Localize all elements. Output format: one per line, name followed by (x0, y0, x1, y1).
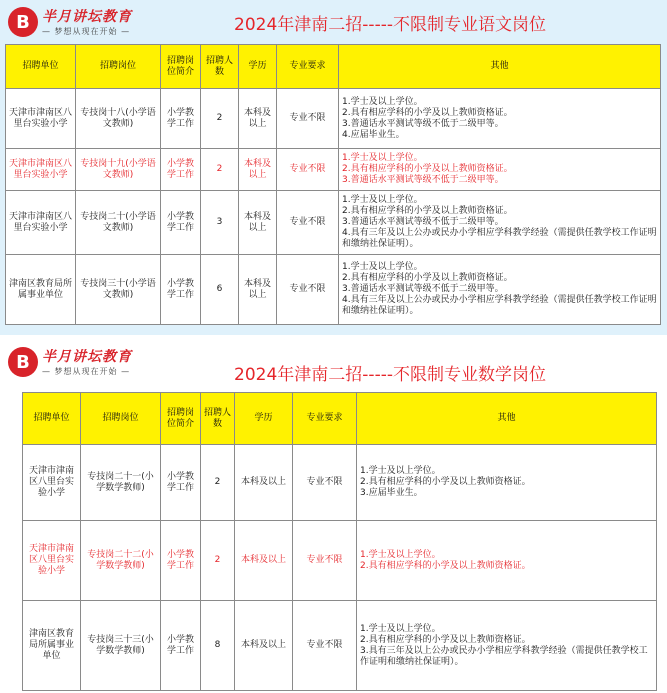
math-positions-table (22, 392, 657, 691)
cell-other (339, 191, 661, 255)
cell-major: 专业不限 (277, 149, 339, 191)
table-header-row (23, 393, 657, 445)
requirement-line: 1.学士及以上学位。 (360, 623, 441, 634)
cell-count: 2 (201, 89, 239, 149)
requirement-line: 3.具有三年及以上公办或民办小学相应学科教学经验（需提供任教学校工作证明和缴纳社保证明）。 (360, 645, 648, 667)
cell-count: 2 (201, 445, 235, 521)
cell-position: 专技岗三十三(小学数学教师) (81, 601, 161, 691)
page-title: 2024年津南二招-----不限制专业数学岗位 (234, 365, 546, 385)
table-row-highlighted (23, 521, 657, 601)
header-intro: 招聘岗位简介 (161, 45, 201, 89)
header-major: 专业要求 (293, 393, 357, 445)
table-header-row (6, 45, 661, 89)
cell-major: 专业不限 (293, 521, 357, 601)
cell-education: 本科及以上 (239, 149, 277, 191)
table-row (23, 445, 657, 521)
requirement-line: 4.具有三年及以上公办或民办小学相应学科教学经验（需提供任教学校工作证明和缴纳社保证明）。 (342, 228, 657, 249)
requirement-line: 2.具有相应学科的小学及以上教师资格证。 (342, 273, 513, 283)
requirement-line: 2.具有相应学科的小学及以上教师资格证。 (342, 164, 513, 174)
requirement-line: 2.具有相应学科的小学及以上教师资格证。 (342, 206, 513, 216)
header-position: 招聘岗位 (81, 393, 161, 445)
cell-other (357, 601, 657, 691)
table-row (23, 601, 657, 691)
cell-count: 3 (201, 191, 239, 255)
math-section (0, 340, 667, 693)
cell-unit: 津南区教育局所属事业单位 (23, 601, 81, 691)
cell-unit: 天津市津南区八里台实验小学 (6, 191, 76, 255)
logo-mark-icon: B (8, 347, 38, 377)
requirement-line: 1.学士及以上学位。 (342, 262, 423, 272)
cell-major: 专业不限 (293, 601, 357, 691)
header-education: 学历 (239, 45, 277, 89)
cell-education: 本科及以上 (235, 445, 293, 521)
cell-position: 专技岗二十(小学语文教师) (76, 191, 161, 255)
table-row (6, 255, 661, 325)
cell-education: 本科及以上 (235, 521, 293, 601)
header-position: 招聘岗位 (76, 45, 161, 89)
chinese-positions-table (5, 44, 661, 325)
cell-intro: 小学教学工作 (161, 601, 201, 691)
cell-major: 专业不限 (293, 445, 357, 521)
logo-name: 半月讲坛教育 (42, 9, 132, 25)
cell-intro: 小学教学工作 (161, 191, 201, 255)
requirement-line: 3.普通话水平测试等级不低于二级甲等。 (342, 118, 504, 129)
requirement-line: 2.具有相应学科的小学及以上教师资格证。 (360, 560, 531, 571)
header-count: 招聘人数 (201, 393, 235, 445)
cell-education: 本科及以上 (235, 601, 293, 691)
cell-other (339, 89, 661, 149)
cell-other (357, 521, 657, 601)
requirement-line: 1.学士及以上学位。 (360, 466, 441, 476)
requirement-line: 2.具有相应学科的小学及以上教师资格证。 (360, 477, 531, 487)
header-other: 其他 (339, 45, 661, 89)
page-title: 2024年津南二招-----不限制专业语文岗位 (234, 15, 546, 35)
cell-other (357, 445, 657, 521)
table-row (6, 89, 661, 149)
brand-logo (8, 5, 158, 41)
header-other: 其他 (357, 393, 657, 445)
cell-position: 专技岗二十二(小学数学教师) (81, 521, 161, 601)
logo-tagline: — 梦想从现在开始 — (42, 367, 131, 376)
cell-count: 2 (201, 521, 235, 601)
requirement-line: 2.具有相应学科的小学及以上教师资格证。 (342, 107, 513, 118)
header-unit: 招聘单位 (23, 393, 81, 445)
cell-count: 8 (201, 601, 235, 691)
header-intro: 招聘岗位简介 (161, 393, 201, 445)
requirement-line: 1.学士及以上学位。 (342, 153, 423, 163)
table-row-highlighted (6, 149, 661, 191)
cell-unit: 天津市津南区八里台实验小学 (23, 521, 81, 601)
logo-mark-icon: B (8, 7, 38, 37)
cell-unit: 天津市津南区八里台实验小学 (6, 149, 76, 191)
cell-position: 专技岗十八(小学语文教师) (76, 89, 161, 149)
requirement-line: 3.普通话水平测试等级不低于二级甲等。 (342, 175, 504, 185)
cell-education: 本科及以上 (239, 255, 277, 325)
cell-position: 专技岗二十一(小学数学教师) (81, 445, 161, 521)
requirement-line: 1.学士及以上学位。 (342, 96, 423, 107)
requirement-line: 4.具有三年及以上公办或民办小学相应学科教学经验（需提供任教学校工作证明和缴纳社保证明）。 (342, 295, 657, 316)
brand-logo (8, 345, 158, 381)
chinese-section (0, 0, 667, 335)
cell-position: 专技岗三十(小学语文教师) (76, 255, 161, 325)
cell-count: 6 (201, 255, 239, 325)
header-unit: 招聘单位 (6, 45, 76, 89)
logo-name: 半月讲坛教育 (42, 349, 132, 365)
requirement-line: 2.具有相应学科的小学及以上教师资格证。 (360, 634, 531, 645)
requirement-line: 3.应届毕业生。 (360, 488, 423, 498)
cell-intro: 小学教学工作 (161, 255, 201, 325)
cell-unit: 天津市津南区八里台实验小学 (23, 445, 81, 521)
requirement-line: 1.学士及以上学位。 (342, 195, 423, 205)
cell-intro: 小学教学工作 (161, 149, 201, 191)
cell-major: 专业不限 (277, 191, 339, 255)
table-row (6, 191, 661, 255)
header-major: 专业要求 (277, 45, 339, 89)
cell-education: 本科及以上 (239, 89, 277, 149)
header-count: 招聘人数 (201, 45, 239, 89)
cell-other (339, 149, 661, 191)
requirement-line: 3.普通话水平测试等级不低于二级甲等。 (342, 217, 504, 227)
requirement-line: 4.应届毕业生。 (342, 129, 405, 140)
cell-major: 专业不限 (277, 89, 339, 149)
cell-intro: 小学教学工作 (161, 445, 201, 521)
cell-unit: 天津市津南区八里台实验小学 (6, 89, 76, 149)
cell-count: 2 (201, 149, 239, 191)
cell-unit: 津南区教育局所属事业单位 (6, 255, 76, 325)
cell-position: 专技岗十九(小学语文教师) (76, 149, 161, 191)
logo-tagline: — 梦想从现在开始 — (42, 27, 131, 36)
cell-education: 本科及以上 (239, 191, 277, 255)
cell-major: 专业不限 (277, 255, 339, 325)
cell-other (339, 255, 661, 325)
cell-intro: 小学教学工作 (161, 521, 201, 601)
requirement-line: 3.普通话水平测试等级不低于二级甲等。 (342, 284, 504, 294)
header-education: 学历 (235, 393, 293, 445)
cell-intro: 小学教学工作 (161, 89, 201, 149)
requirement-line: 1.学士及以上学位。 (360, 549, 441, 560)
